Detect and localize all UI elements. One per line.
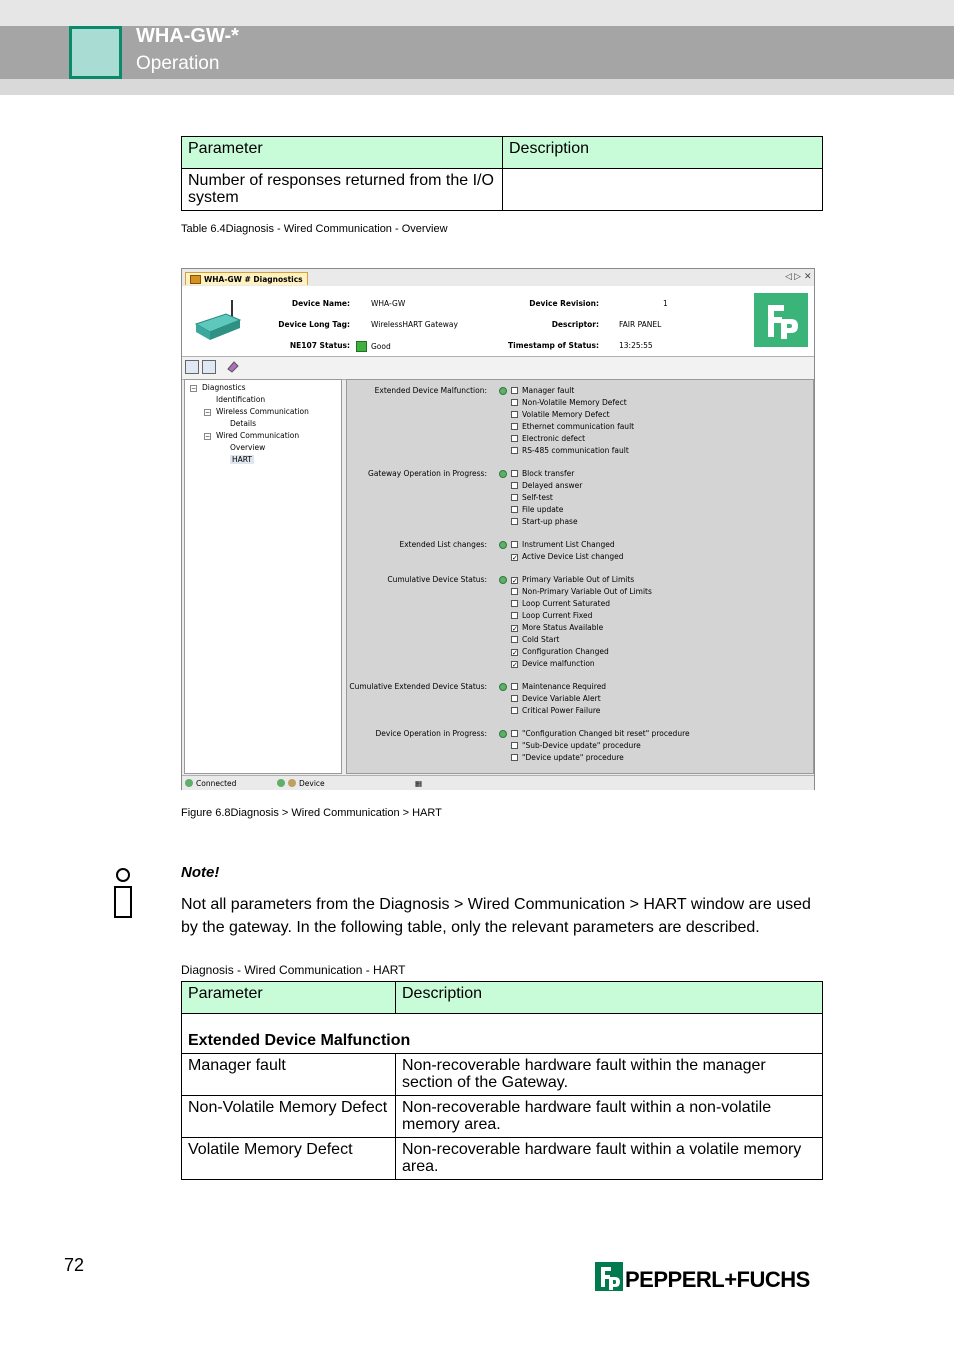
connection-icon: [185, 779, 193, 787]
table-row: [182, 1054, 823, 1096]
checkbox[interactable]: [511, 399, 518, 406]
checkbox[interactable]: ✓: [512, 577, 518, 585]
checkbox[interactable]: [511, 541, 518, 548]
checkbox-label: "Device update" procedure: [522, 753, 624, 762]
description-cell: [503, 169, 823, 211]
description-cell: Non-recoverable hardware fault within a volatile memory area.: [396, 1138, 823, 1180]
section-heading: Extended Device Malfunction: [182, 1014, 823, 1054]
description-cell: Non-recoverable hardware fault within a non-volatile memory area.: [396, 1096, 823, 1138]
refresh-icon[interactable]: [499, 576, 507, 584]
checkbox[interactable]: [511, 683, 518, 690]
tree-expander-icon[interactable]: −: [191, 385, 197, 392]
checkbox[interactable]: ✓: [512, 554, 518, 562]
status-checkbox-item: [511, 587, 652, 597]
status-checkbox-item: [511, 446, 629, 456]
toolbar: [182, 356, 814, 380]
refresh-icon[interactable]: [499, 387, 507, 395]
parameter-cell: Manager fault: [182, 1054, 396, 1096]
status-checkbox-item: [511, 753, 624, 763]
status-checkbox-item: [511, 505, 563, 515]
status-checkbox-item: [511, 493, 553, 503]
checkbox[interactable]: [511, 435, 518, 442]
close-icon[interactable]: ✕: [804, 272, 812, 282]
checkbox-label: Device malfunction: [522, 659, 595, 668]
checkbox-label: Electronic defect: [522, 434, 586, 443]
status-checkbox-item: [511, 659, 595, 669]
checkbox-label: Non-Volatile Memory Defect: [522, 398, 627, 407]
diagnostics-window: [181, 268, 815, 790]
device-label: Device: [299, 779, 325, 788]
group-label: Cumulative Extended Device Status:: [349, 682, 487, 691]
tree-item[interactable]: HART: [232, 455, 253, 464]
document-title: WHA-GW-*: [136, 25, 239, 47]
status-checkbox-item: [511, 611, 592, 621]
tree-item[interactable]: Wireless Communication: [216, 407, 309, 416]
checkbox[interactable]: [511, 730, 518, 737]
tree-item[interactable]: Diagnostics: [202, 383, 246, 392]
checkbox-label: Ethernet communication fault: [522, 422, 635, 431]
figure-caption: Figure 6.8Diagnosis > Wired Communication > HART: [181, 807, 442, 819]
checkbox-label: Loop Current Fixed: [522, 611, 593, 620]
table-row: [182, 1138, 823, 1180]
checkbox-label: Non-Primary Variable Out of Limits: [522, 587, 652, 596]
tree-expander-icon[interactable]: −: [205, 409, 211, 416]
status-bar: [182, 775, 814, 790]
tab-label: WHA-GW # Diagnostics: [204, 275, 303, 284]
table-header-row: [182, 137, 823, 169]
table-row: [182, 1096, 823, 1138]
hart-parameters-table: [181, 981, 823, 1180]
checkbox-label: Cold Start: [522, 635, 560, 644]
description-cell: Non-recoverable hardware fault within the manager section of the Gateway.: [396, 1054, 823, 1096]
brand-name: PEPPERL+FUCHS: [625, 1267, 810, 1292]
checkbox-label: Configuration Changed: [522, 647, 609, 656]
checkbox-label: Primary Variable Out of Limits: [522, 575, 635, 584]
tree-item[interactable]: Overview: [230, 443, 266, 452]
info-note-icon: [112, 867, 134, 919]
checkbox[interactable]: [511, 588, 518, 595]
hart-diagnostics-panel: [346, 379, 814, 774]
timestamp-value: 13:25:55: [619, 341, 653, 350]
pepperl-fuchs-logo-icon: [754, 293, 808, 347]
status-checkbox-item: [511, 741, 641, 751]
device-info-panel: [182, 286, 814, 356]
device-status: [277, 779, 325, 788]
group-label: Cumulative Device Status:: [387, 575, 487, 584]
status-good-icon: [356, 341, 367, 352]
header-bottom-band: [0, 79, 954, 95]
checkbox[interactable]: [511, 695, 518, 702]
checkbox-label: "Sub-Device update" procedure: [522, 741, 641, 750]
status-checkbox-item: [511, 729, 690, 739]
checkbox-label: Self-test: [522, 493, 553, 502]
refresh-icon[interactable]: [499, 683, 507, 691]
checkbox[interactable]: ✓: [512, 649, 518, 657]
tree-expander-icon[interactable]: −: [205, 433, 211, 440]
refresh-icon[interactable]: [499, 730, 507, 738]
checkbox[interactable]: [511, 423, 518, 430]
status-checkbox-item: [511, 682, 606, 692]
scroll-left-icon[interactable]: ◁: [785, 272, 792, 282]
status-checkbox-item: [511, 481, 582, 491]
status-checkbox-item: [511, 694, 601, 704]
status-checkbox-item: [511, 422, 634, 432]
refresh-icon[interactable]: [499, 541, 507, 549]
checkbox-label: Loop Current Saturated: [522, 599, 610, 608]
checkbox[interactable]: [511, 411, 518, 418]
checkbox-label: "Configuration Changed bit reset" procedure: [522, 729, 690, 738]
group-label: Extended Device Malfunction:: [374, 386, 487, 395]
status-checkbox-item: [511, 599, 610, 609]
checkbox[interactable]: [511, 636, 518, 643]
overview-table: [181, 136, 823, 211]
device-name-value: WHA-GW: [371, 299, 406, 308]
checkbox-label: More Status Available: [522, 623, 604, 632]
connected-label: Connected: [196, 779, 237, 788]
long-tag-value: WirelessHART Gateway: [371, 320, 458, 329]
checkbox[interactable]: [511, 742, 518, 749]
header-top-band: [0, 0, 954, 26]
tree-item[interactable]: Identification: [216, 395, 266, 404]
long-tag-label: Device Long Tag:: [278, 320, 350, 329]
checkbox-label: Device Variable Alert: [522, 694, 601, 703]
eraser-icon[interactable]: [226, 360, 240, 374]
parameter-cell: Number of responses returned from the I/O system: [182, 169, 503, 211]
group-label: Gateway Operation in Progress:: [368, 469, 487, 478]
checkbox-label: RS-485 communication fault: [522, 446, 629, 455]
checkbox[interactable]: [511, 707, 518, 714]
ne107-label: NE107 Status:: [289, 341, 350, 350]
table-header-row: [182, 982, 823, 1014]
checkbox[interactable]: [511, 518, 518, 525]
tab-diagnostics[interactable]: [185, 272, 308, 285]
checkbox-label: Delayed answer: [522, 481, 583, 490]
checkbox[interactable]: [511, 387, 518, 394]
column-header-parameter: Parameter: [182, 137, 503, 169]
refresh-icon[interactable]: [499, 470, 507, 478]
note-text: Not all parameters from the Diagnosis > Wired Communication > HART window are used by the gateway. In the following table, only the relevant parameters are described.: [181, 896, 811, 936]
status-checkbox-item: [511, 434, 585, 444]
checkbox-label: Critical Power Failure: [522, 706, 601, 715]
header-logo-square: [69, 26, 122, 79]
ne107-value: Good: [371, 342, 391, 351]
checkbox-label: Start-up phase: [522, 517, 578, 526]
document-subtitle: Operation: [136, 53, 220, 74]
connected-status: [185, 779, 236, 788]
status-checkbox-item: [511, 469, 574, 479]
group-label: Device Operation in Progress:: [375, 729, 487, 738]
checkbox[interactable]: [511, 506, 518, 513]
status-checkbox-item: [511, 706, 600, 716]
status-checkbox-item: [511, 398, 627, 408]
status-checkbox-item: [511, 647, 609, 657]
checkbox[interactable]: [511, 600, 518, 607]
layout-single-icon[interactable]: [185, 360, 199, 374]
status-checkbox-item: [511, 623, 603, 633]
column-header-parameter: Parameter: [182, 982, 396, 1014]
timestamp-label: Timestamp of Status:: [508, 341, 599, 350]
gateway-icon: [190, 275, 201, 284]
revision-label: Device Revision:: [529, 299, 599, 308]
checkbox-label: Volatile Memory Defect: [522, 410, 610, 419]
tab-bar: [182, 269, 814, 287]
descriptor-label: Descriptor:: [551, 320, 599, 329]
scroll-right-icon[interactable]: ▷: [794, 272, 801, 282]
checkbox[interactable]: ✓: [512, 661, 518, 669]
device-icon: [288, 779, 296, 787]
status-checkbox-item: [511, 575, 634, 585]
page-number: 72: [64, 1255, 85, 1275]
parameter-cell: Non-Volatile Memory Defect: [182, 1096, 396, 1138]
checkbox[interactable]: [511, 612, 518, 619]
checkbox-label: Active Device List changed: [522, 552, 624, 561]
revision-value: 1: [663, 299, 668, 308]
device-image-icon: [192, 296, 242, 346]
descriptor-value: FAIR PANEL: [619, 320, 662, 329]
column-header-description: Description: [396, 982, 823, 1014]
table-caption: Table 6.4Diagnosis - Wired Communication - Overview: [181, 223, 448, 235]
status-checkbox-item: [511, 540, 615, 550]
tree-item[interactable]: Details: [230, 419, 257, 428]
checkbox[interactable]: [511, 482, 518, 489]
status-checkbox-item: [511, 410, 610, 420]
column-header-description: Description: [503, 137, 823, 169]
brand-mark-icon: [595, 1262, 623, 1291]
status-checkbox-item: [511, 552, 623, 562]
navigation-tree: [184, 379, 342, 774]
table-caption: Diagnosis - Wired Communication - HART: [181, 963, 406, 977]
status-checkbox-item: [511, 517, 578, 527]
checkbox[interactable]: [511, 447, 518, 454]
parameter-cell: Volatile Memory Defect: [182, 1138, 396, 1180]
group-label: Extended List changes:: [399, 540, 487, 549]
checkbox-label: File update: [522, 505, 564, 514]
building-icon: ▦: [415, 779, 423, 788]
checkbox-label: Maintenance Required: [522, 682, 607, 691]
status-checkbox-item: [511, 386, 574, 396]
status-checkbox-item: [511, 635, 559, 645]
refresh-icon: [277, 779, 285, 787]
checkbox[interactable]: [511, 494, 518, 501]
section-row: [182, 1014, 823, 1054]
checkbox-label: Manager fault: [522, 386, 575, 395]
checkbox[interactable]: [511, 754, 518, 761]
layout-split-icon[interactable]: [202, 360, 216, 374]
checkbox[interactable]: ✓: [512, 625, 518, 633]
checkbox-label: Instrument List Changed: [522, 540, 615, 549]
table-row: [182, 169, 823, 211]
device-name-label: Device Name:: [291, 299, 350, 308]
checkbox-label: Block transfer: [522, 469, 575, 478]
checkbox[interactable]: [511, 470, 518, 477]
note-title: Note!: [181, 864, 220, 881]
tree-item[interactable]: Wired Communication: [216, 431, 300, 440]
